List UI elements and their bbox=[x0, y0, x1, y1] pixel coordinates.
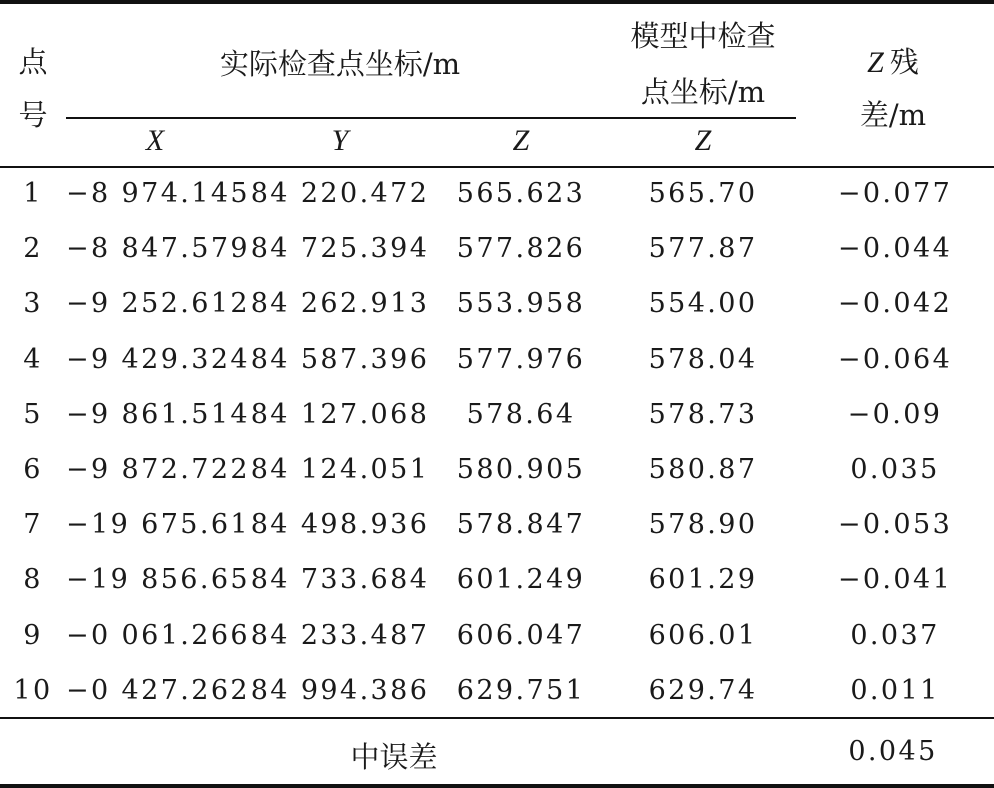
cell-actual-z: 553.958 bbox=[456, 288, 586, 320]
cell-model-z: 601.29 bbox=[648, 564, 758, 596]
cell-z-residual: −0.042 bbox=[837, 288, 953, 320]
cell-z-residual: −0.077 bbox=[837, 178, 953, 209]
cell-point-no: 3 bbox=[23, 288, 43, 320]
header-residual-text: 残 bbox=[889, 45, 919, 79]
cell-point-no: 1 bbox=[23, 178, 43, 209]
cell-actual-z: 577.826 bbox=[456, 233, 586, 265]
header-residual-line1 bbox=[867, 40, 919, 81]
cell-z-residual: −0.044 bbox=[837, 233, 953, 265]
cell-actual-x: −19 856.65 bbox=[65, 564, 251, 596]
cell-z-residual: 0.011 bbox=[850, 674, 940, 706]
cell-model-z: 578.73 bbox=[648, 398, 758, 430]
cell-z-residual: −0.053 bbox=[837, 509, 953, 541]
group-underline bbox=[66, 117, 796, 119]
cell-model-z: 577.87 bbox=[648, 233, 758, 265]
cell-actual-x: −9 252.612 bbox=[65, 288, 251, 320]
bottom-rule bbox=[0, 784, 994, 788]
cell-actual-y: 84 220.472 bbox=[250, 178, 430, 209]
header-x: X bbox=[145, 124, 165, 157]
cell-actual-y: 84 233.487 bbox=[250, 619, 430, 651]
header-residual-var: Z bbox=[867, 46, 884, 79]
cell-actual-y: 84 127.068 bbox=[250, 398, 430, 430]
cell-point-no: 10 bbox=[13, 674, 53, 706]
top-rule bbox=[0, 0, 994, 4]
cell-point-no: 9 bbox=[23, 619, 43, 651]
cell-model-z: 629.74 bbox=[648, 674, 758, 706]
cell-actual-y: 84 262.913 bbox=[250, 288, 430, 320]
rms-error-label: 中误差 bbox=[350, 740, 438, 774]
cell-z-residual: −0.064 bbox=[837, 343, 953, 375]
cell-actual-y: 84 733.684 bbox=[250, 564, 430, 596]
cell-model-z: 578.04 bbox=[648, 343, 758, 375]
header-model-line1: 模型中检查 bbox=[630, 19, 776, 53]
cell-point-no: 5 bbox=[23, 398, 43, 430]
cell-point-no: 7 bbox=[23, 509, 43, 541]
cell-point-no: 2 bbox=[23, 233, 43, 265]
cell-point-no: 6 bbox=[23, 454, 43, 485]
footer-top-rule bbox=[0, 717, 994, 719]
cell-actual-x: −0 061.266 bbox=[65, 619, 251, 651]
cell-actual-x: −9 429.324 bbox=[65, 343, 251, 375]
rms-error-value: 0.045 bbox=[848, 736, 938, 767]
cell-actual-x: −0 427.262 bbox=[65, 674, 251, 706]
header-model-line2: 点坐标/m bbox=[640, 75, 766, 109]
cell-actual-z: 577.976 bbox=[456, 343, 586, 375]
cell-actual-z: 601.249 bbox=[456, 564, 586, 596]
cell-actual-z: 580.905 bbox=[456, 454, 586, 485]
header-y: Y bbox=[331, 124, 349, 157]
cell-actual-y: 84 498.936 bbox=[250, 509, 430, 541]
cell-actual-z: 565.623 bbox=[456, 178, 586, 209]
cell-z-residual: 0.037 bbox=[850, 619, 940, 651]
header-no-line1: 点 bbox=[18, 45, 48, 79]
cell-actual-z: 606.047 bbox=[456, 619, 586, 651]
cell-actual-x: −19 675.61 bbox=[65, 509, 251, 541]
cell-z-residual: 0.035 bbox=[850, 454, 940, 485]
header-model-z: Z bbox=[694, 124, 712, 157]
header-bottom-rule bbox=[0, 166, 994, 168]
header-z: Z bbox=[512, 124, 530, 157]
cell-actual-x: −8 974.145 bbox=[65, 178, 251, 209]
cell-actual-y: 84 725.394 bbox=[250, 233, 430, 265]
cell-point-no: 8 bbox=[23, 564, 43, 596]
cell-point-no: 4 bbox=[23, 343, 43, 375]
cell-actual-z: 629.751 bbox=[456, 674, 586, 706]
cell-z-residual: −0.09 bbox=[847, 398, 943, 430]
cell-model-z: 565.70 bbox=[648, 178, 758, 209]
cell-z-residual: −0.041 bbox=[837, 564, 953, 596]
cell-actual-y: 84 124.051 bbox=[250, 454, 430, 485]
header-residual-line2: 差/m bbox=[859, 98, 927, 132]
cell-actual-z: 578.847 bbox=[456, 509, 586, 541]
header-no-line2: 号 bbox=[18, 98, 48, 132]
cell-actual-y: 84 587.396 bbox=[250, 343, 430, 375]
header-actual-coords: 实际检查点坐标/m bbox=[219, 47, 461, 81]
cell-actual-x: −9 861.514 bbox=[65, 398, 251, 430]
cell-actual-y: 84 994.386 bbox=[250, 674, 430, 706]
cell-actual-x: −9 872.722 bbox=[65, 454, 251, 485]
cell-model-z: 578.90 bbox=[648, 509, 758, 541]
cell-model-z: 606.01 bbox=[648, 619, 758, 651]
cell-model-z: 554.00 bbox=[648, 288, 758, 320]
cell-actual-z: 578.64 bbox=[466, 398, 576, 430]
cell-actual-x: −8 847.579 bbox=[65, 233, 251, 265]
cell-model-z: 580.87 bbox=[648, 454, 758, 485]
